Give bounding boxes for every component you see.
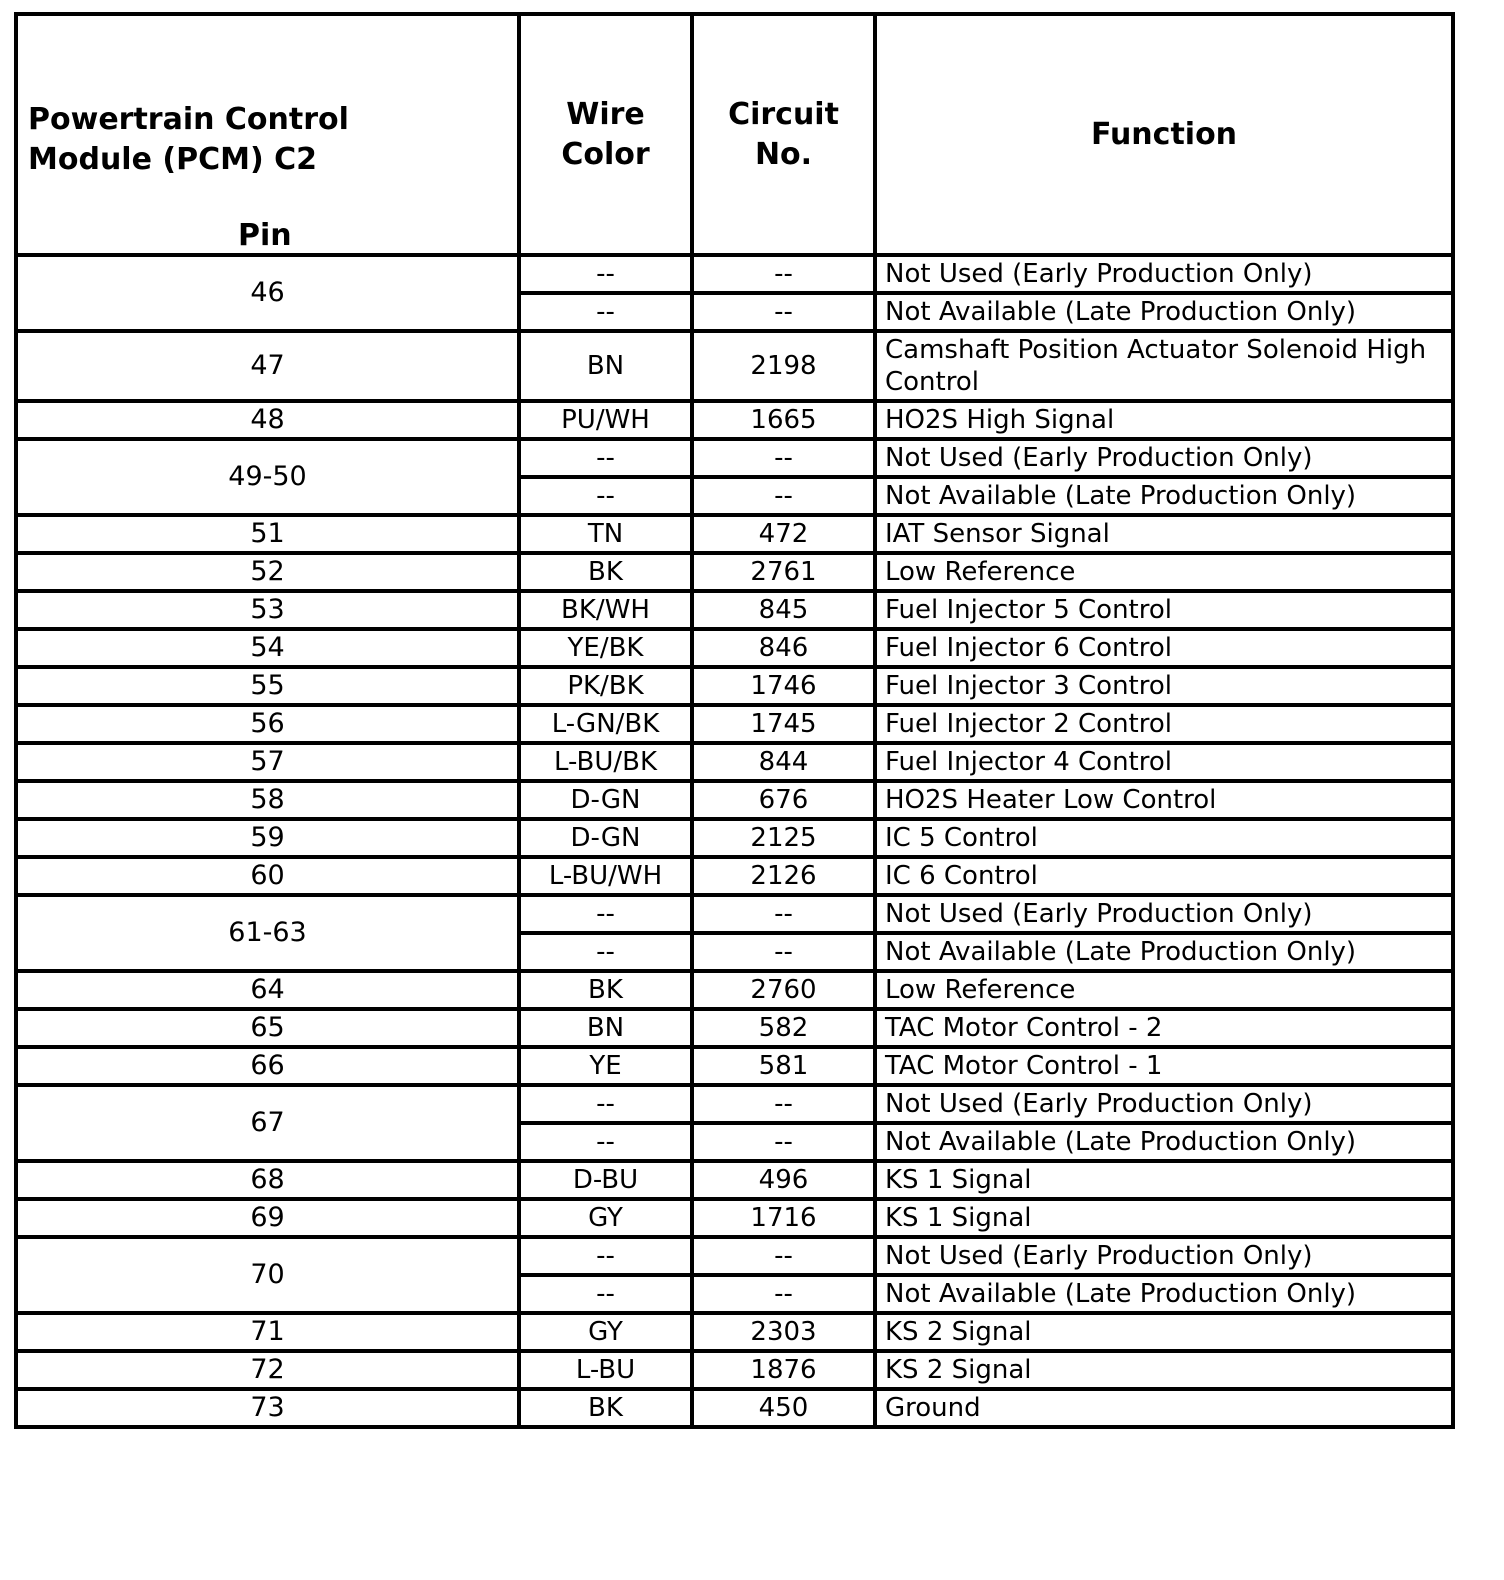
- function-cell: Not Used (Early Production Only): [875, 1085, 1453, 1123]
- circuit-no-cell: 676: [692, 781, 875, 819]
- function-cell: KS 1 Signal: [875, 1199, 1453, 1237]
- pin-cell: 47: [16, 331, 519, 401]
- pin-cell: 68: [16, 1161, 519, 1199]
- circuit-no-cell: 472: [692, 515, 875, 553]
- function-cell: IC 6 Control: [875, 857, 1453, 895]
- header-circuit-no-label: Circuit No.: [728, 96, 839, 172]
- pin-cell: 61-63: [16, 895, 519, 971]
- pin-cell: 51: [16, 515, 519, 553]
- circuit-no-cell: 581: [692, 1047, 875, 1085]
- table-row: [16, 629, 1453, 667]
- pin-cell: 54: [16, 629, 519, 667]
- wire-color-cell: L-BU/WH: [519, 857, 692, 895]
- pin-cell: 59: [16, 819, 519, 857]
- table-row: [16, 743, 1453, 781]
- function-cell: Fuel Injector 2 Control: [875, 705, 1453, 743]
- wire-color-cell: D-GN: [519, 781, 692, 819]
- function-cell: TAC Motor Control - 2: [875, 1009, 1453, 1047]
- circuit-no-cell: 1745: [692, 705, 875, 743]
- pin-cell: 58: [16, 781, 519, 819]
- circuit-no-cell: 2760: [692, 971, 875, 1009]
- wire-color-cell: GY: [519, 1199, 692, 1237]
- pin-cell: 52: [16, 553, 519, 591]
- function-cell: Not Available (Late Production Only): [875, 1123, 1453, 1161]
- pin-cell: 70: [16, 1237, 519, 1313]
- circuit-no-cell: --: [692, 255, 875, 293]
- pin-cell: 71: [16, 1313, 519, 1351]
- header-wire-color-label: Wire Color: [561, 96, 650, 172]
- table-row: [16, 1237, 1453, 1275]
- circuit-no-cell: 496: [692, 1161, 875, 1199]
- pin-cell: 46: [16, 255, 519, 331]
- wire-color-cell: --: [519, 1085, 692, 1123]
- table-row: [16, 1389, 1453, 1427]
- circuit-no-cell: --: [692, 1237, 875, 1275]
- function-cell: Not Used (Early Production Only): [875, 895, 1453, 933]
- table-header: [16, 14, 1453, 255]
- circuit-no-cell: --: [692, 477, 875, 515]
- circuit-no-cell: 846: [692, 629, 875, 667]
- header-pin-title: Powertrain Control Module (PCM) C2: [28, 102, 349, 177]
- function-cell: Low Reference: [875, 553, 1453, 591]
- wire-color-cell: L-BU: [519, 1351, 692, 1389]
- pin-cell: 69: [16, 1199, 519, 1237]
- table-row: [16, 667, 1453, 705]
- wire-color-cell: --: [519, 293, 692, 331]
- pin-cell: 60: [16, 857, 519, 895]
- pin-cell: 57: [16, 743, 519, 781]
- header-pin-sub: Pin: [238, 218, 292, 253]
- table-row: [16, 591, 1453, 629]
- circuit-no-cell: --: [692, 1275, 875, 1313]
- function-cell: HO2S High Signal: [875, 401, 1453, 439]
- wire-color-cell: --: [519, 1275, 692, 1313]
- wire-color-cell: --: [519, 439, 692, 477]
- pin-cell: 56: [16, 705, 519, 743]
- function-cell: Not Used (Early Production Only): [875, 439, 1453, 477]
- pin-cell: 67: [16, 1085, 519, 1161]
- function-cell: IC 5 Control: [875, 819, 1453, 857]
- table-row: [16, 1085, 1453, 1123]
- function-cell: Fuel Injector 4 Control: [875, 743, 1453, 781]
- circuit-no-cell: --: [692, 895, 875, 933]
- wire-color-cell: --: [519, 477, 692, 515]
- circuit-no-cell: 1716: [692, 1199, 875, 1237]
- circuit-no-cell: 2125: [692, 819, 875, 857]
- circuit-no-cell: 1876: [692, 1351, 875, 1389]
- wire-color-cell: YE/BK: [519, 629, 692, 667]
- pin-cell: 65: [16, 1009, 519, 1047]
- function-cell: KS 2 Signal: [875, 1313, 1453, 1351]
- wire-color-cell: YE: [519, 1047, 692, 1085]
- function-cell: Low Reference: [875, 971, 1453, 1009]
- wire-color-cell: --: [519, 1237, 692, 1275]
- pin-cell: 66: [16, 1047, 519, 1085]
- wire-color-cell: D-GN: [519, 819, 692, 857]
- table-row: [16, 331, 1453, 401]
- wire-color-cell: --: [519, 1123, 692, 1161]
- circuit-no-cell: 1665: [692, 401, 875, 439]
- header-circuit-no: [692, 14, 875, 255]
- table-row: [16, 1047, 1453, 1085]
- circuit-no-cell: --: [692, 293, 875, 331]
- circuit-no-cell: 2761: [692, 553, 875, 591]
- function-cell: Not Available (Late Production Only): [875, 933, 1453, 971]
- function-cell: Ground: [875, 1389, 1453, 1427]
- table-row: [16, 1161, 1453, 1199]
- header-wire-color: [519, 14, 692, 255]
- circuit-no-cell: 450: [692, 1389, 875, 1427]
- wire-color-cell: PK/BK: [519, 667, 692, 705]
- table-row: [16, 255, 1453, 293]
- circuit-no-cell: 845: [692, 591, 875, 629]
- circuit-no-cell: --: [692, 1085, 875, 1123]
- wire-color-cell: BN: [519, 1009, 692, 1047]
- pin-cell: 49-50: [16, 439, 519, 515]
- pin-cell: 72: [16, 1351, 519, 1389]
- function-cell: Not Used (Early Production Only): [875, 255, 1453, 293]
- header-pin: [16, 14, 519, 255]
- wire-color-cell: BK: [519, 1389, 692, 1427]
- header-row: [16, 14, 1453, 255]
- table-row: [16, 401, 1453, 439]
- function-cell: Fuel Injector 3 Control: [875, 667, 1453, 705]
- function-cell: Not Available (Late Production Only): [875, 1275, 1453, 1313]
- circuit-no-cell: 2303: [692, 1313, 875, 1351]
- wire-color-cell: --: [519, 895, 692, 933]
- wire-color-cell: L-BU/BK: [519, 743, 692, 781]
- table-row: [16, 439, 1453, 477]
- wire-color-cell: D-BU: [519, 1161, 692, 1199]
- function-cell: TAC Motor Control - 1: [875, 1047, 1453, 1085]
- function-cell: Fuel Injector 6 Control: [875, 629, 1453, 667]
- pin-cell: 73: [16, 1389, 519, 1427]
- table-row: [16, 1351, 1453, 1389]
- table-row: [16, 1313, 1453, 1351]
- table-row: [16, 705, 1453, 743]
- table-row: [16, 895, 1453, 933]
- table-body: [16, 255, 1453, 1427]
- circuit-no-cell: 582: [692, 1009, 875, 1047]
- wire-color-cell: BK: [519, 971, 692, 1009]
- wire-color-cell: GY: [519, 1313, 692, 1351]
- function-cell: Not Used (Early Production Only): [875, 1237, 1453, 1275]
- function-cell: IAT Sensor Signal: [875, 515, 1453, 553]
- pin-cell: 53: [16, 591, 519, 629]
- wire-color-cell: BK/WH: [519, 591, 692, 629]
- table-row: [16, 1009, 1453, 1047]
- circuit-no-cell: --: [692, 933, 875, 971]
- table-row: [16, 857, 1453, 895]
- function-cell: Not Available (Late Production Only): [875, 477, 1453, 515]
- table-row: [16, 1199, 1453, 1237]
- pin-cell: 64: [16, 971, 519, 1009]
- circuit-no-cell: 2126: [692, 857, 875, 895]
- table-row: [16, 781, 1453, 819]
- wire-color-cell: BK: [519, 553, 692, 591]
- function-cell: HO2S Heater Low Control: [875, 781, 1453, 819]
- wire-color-cell: --: [519, 933, 692, 971]
- function-cell: KS 1 Signal: [875, 1161, 1453, 1199]
- table-row: [16, 553, 1453, 591]
- table-row: [16, 971, 1453, 1009]
- table-row: [16, 515, 1453, 553]
- wire-color-cell: TN: [519, 515, 692, 553]
- wire-color-cell: PU/WH: [519, 401, 692, 439]
- circuit-no-cell: 844: [692, 743, 875, 781]
- wire-color-cell: BN: [519, 331, 692, 401]
- function-cell: Camshaft Position Actuator Solenoid High Control: [875, 331, 1453, 401]
- pin-cell: 55: [16, 667, 519, 705]
- header-function: Function: [875, 14, 1453, 255]
- pin-cell: 48: [16, 401, 519, 439]
- wire-color-cell: L-GN/BK: [519, 705, 692, 743]
- circuit-no-cell: 2198: [692, 331, 875, 401]
- pcm-c2-pinout-table: [14, 12, 1455, 1429]
- table-row: [16, 819, 1453, 857]
- circuit-no-cell: --: [692, 1123, 875, 1161]
- function-cell: Not Available (Late Production Only): [875, 293, 1453, 331]
- wire-color-cell: --: [519, 255, 692, 293]
- circuit-no-cell: 1746: [692, 667, 875, 705]
- function-cell: Fuel Injector 5 Control: [875, 591, 1453, 629]
- function-cell: KS 2 Signal: [875, 1351, 1453, 1389]
- circuit-no-cell: --: [692, 439, 875, 477]
